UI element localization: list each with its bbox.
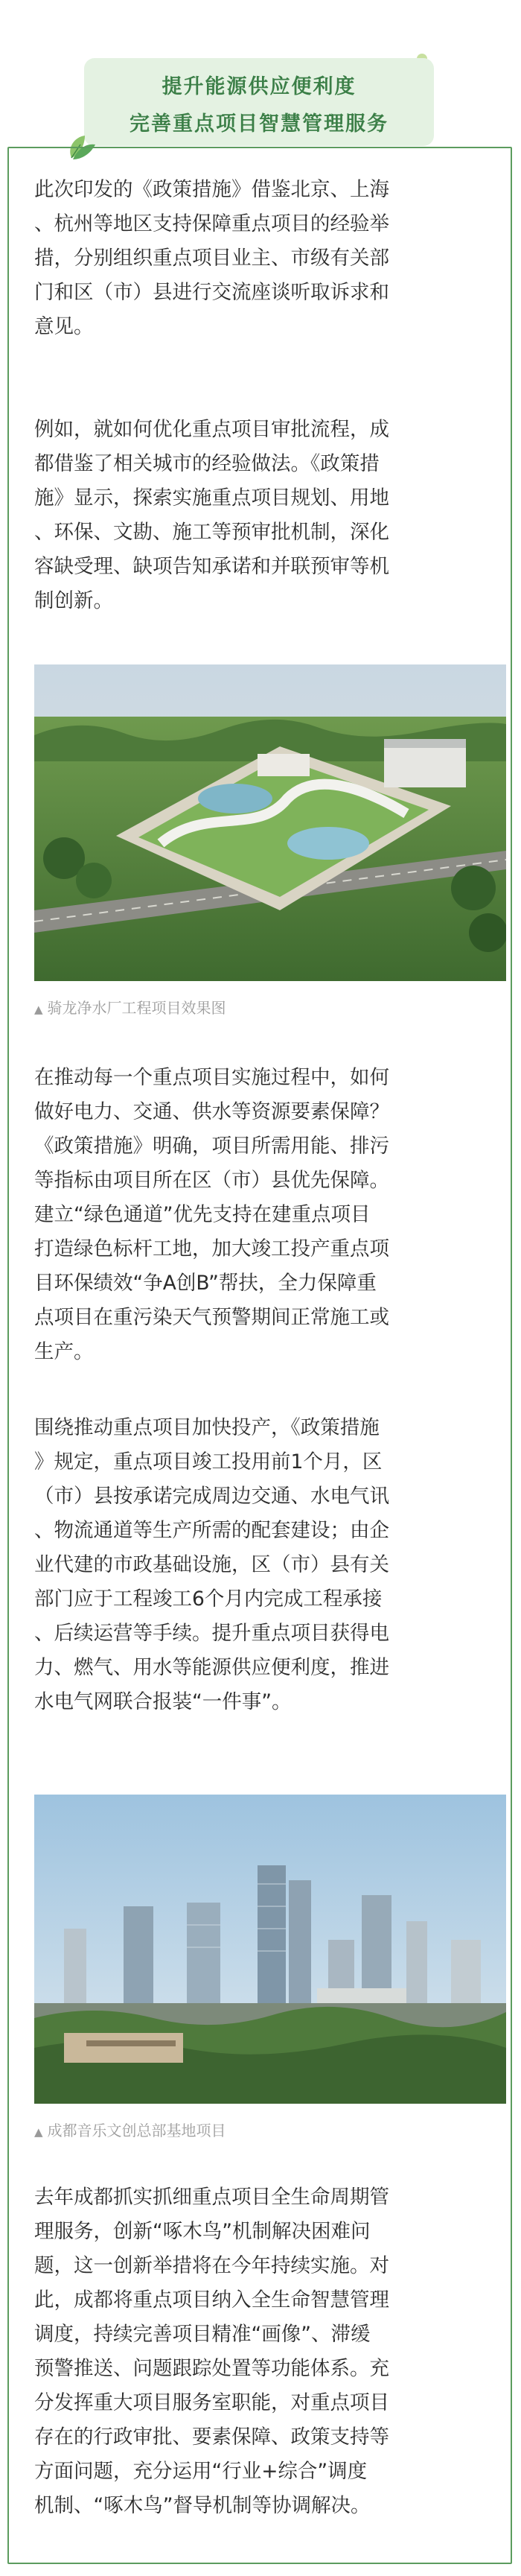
text-line: 等指标由项目所在区（市）县优先保障。 <box>34 1169 389 1192</box>
article-body <box>7 147 512 2564</box>
paragraph-3 <box>34 1061 500 1369</box>
text-line: 做好电力、交通、供水等资源要素保障？ <box>34 1100 389 1123</box>
text-line: 调度，持续完善项目精准“画像”、滞缓 <box>34 2323 371 2346</box>
text-line: 容缺受理、缺项告知承诺和并联预审等机 <box>34 555 389 578</box>
title-line-2: 完善重点项目智慧管理服务 <box>130 112 389 136</box>
text-line: 理服务，创新“啄木鸟”机制解决困难问 <box>34 2220 371 2243</box>
text-line: 门和区（市）县进行交流座谈听取诉求和 <box>34 281 389 304</box>
text-line: 力、燃气、用水等能源供应便利度，推进 <box>34 1656 389 1679</box>
paragraph-5 <box>34 2180 500 2523</box>
text-line: 都借鉴了相关城市的经验做法。《政策措 <box>34 452 380 475</box>
title-box <box>84 58 434 146</box>
text-line: 、环保、文勘、施工等预审批机制，深化 <box>34 521 389 544</box>
text-line: 、杭州等地区支持保障重点项目的经验举 <box>34 212 389 235</box>
text-line: （市）县按承诺完成周边交通、水电气讯 <box>34 1485 389 1508</box>
text-line: 水电气网联合报装“一件事”。 <box>34 1690 292 1713</box>
text-line: 围绕推动重点项目加快投产，《政策措施 <box>34 1416 380 1439</box>
text-line: 分发挥重大项目服务室职能，对重点项目 <box>34 2391 389 2414</box>
text-line: 施》显示，探索实施重点项目规划、用地 <box>34 486 389 510</box>
text-line: 建立“绿色通道”优先支持在建重点项目 <box>34 1203 371 1226</box>
text-line: 部门应于工程竣工6个月内完成工程承接 <box>34 1587 383 1611</box>
text-line: 例如，就如何优化重点项目审批流程，成 <box>34 418 389 441</box>
text-line: 存在的行政审批、要素保障、政策支持等 <box>34 2426 389 2449</box>
title-line-1: 提升能源供应便利度 <box>162 75 357 98</box>
music-culture-hq-rendering-image <box>34 1795 506 2104</box>
caption-text: 骑龙净水厂工程项目效果图 <box>47 999 226 1017</box>
text-line: 打造绿色标杆工地，加大竣工投产重点项 <box>34 1237 389 1260</box>
paragraph-2 <box>34 413 500 618</box>
image-caption <box>34 2119 226 2140</box>
text-line: 业代建的市政基础设施，区（市）县有关 <box>34 1553 389 1576</box>
paragraph-1 <box>34 173 500 344</box>
text-line: 、物流通道等生产所需的配套建设；由企 <box>34 1519 389 1542</box>
text-line: 意见。 <box>34 315 94 338</box>
text-line: 目环保绩效“争A创B”帮扶，全力保障重 <box>34 1272 377 1295</box>
text-line: 点项目在重污染天气预警期间正常施工或 <box>34 1306 389 1329</box>
text-line: 、后续运营等手续。提升重点项目获得电 <box>34 1622 389 1645</box>
text-line: 方面问题，充分运用“行业+综合”调度 <box>34 2460 368 2483</box>
text-line: 预警推送、问题跟踪处置等功能体系。充 <box>34 2357 389 2380</box>
water-plant-rendering-image <box>34 664 506 981</box>
text-line: 《政策措施》明确，项目所需用能、排污 <box>34 1135 389 1158</box>
paragraph-4 <box>34 1411 500 1719</box>
text-line: 制创新。 <box>34 589 113 612</box>
caption-text: 成都音乐文创总部基地项目 <box>47 2122 226 2139</box>
image-caption <box>34 996 226 1018</box>
text-line: 题，这一创新举措将在今年持续实施。对 <box>34 2254 389 2277</box>
text-line: 在推动每一个重点项目实施过程中，如何 <box>34 1066 389 1089</box>
text-line: 此次印发的《政策措施》借鉴北京、上海 <box>34 178 389 201</box>
caption-marker: ▲ <box>34 2125 43 2139</box>
text-line: 去年成都抓实抓细重点项目全生命周期管 <box>34 2186 389 2209</box>
text-line: 此，成都将重点项目纳入全生命智慧管理 <box>34 2288 389 2312</box>
text-line: 机制、“啄木鸟”督导机制等协调解决。 <box>34 2494 371 2517</box>
text-line: 生产。 <box>34 1340 94 1363</box>
article-header <box>0 0 521 149</box>
text-line: 措，分别组织重点项目业主、市级有关部 <box>34 247 389 270</box>
text-line: 》规定，重点项目竣工投用前1个月，区 <box>34 1450 383 1473</box>
caption-marker: ▲ <box>34 1003 43 1016</box>
